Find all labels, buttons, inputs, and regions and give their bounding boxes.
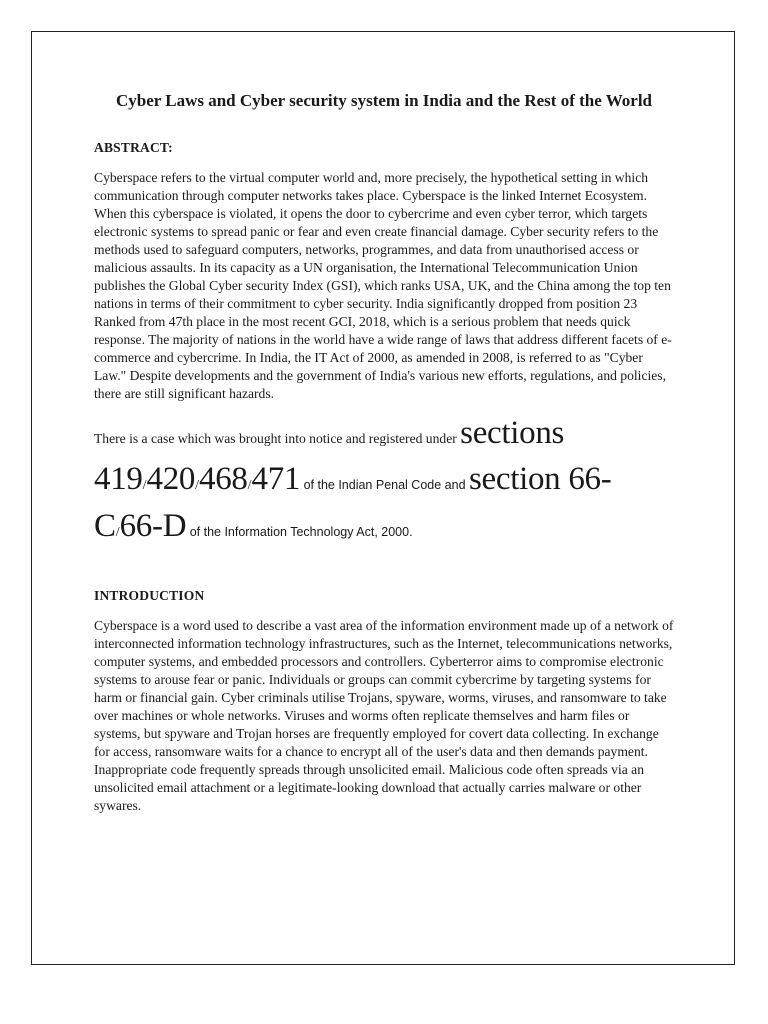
section-word: section 66- [469,461,612,497]
ipc-number-2: 420 [146,461,196,497]
ipc-suffix-text: of the Indian Penal Code and [300,478,469,492]
it-suffix-text: of the Information Technology Act, 2000. [186,525,413,539]
it-section-d: 66-D [119,508,187,544]
slash-2: / [195,478,199,493]
slash-3: / [247,478,252,493]
document-content [94,88,674,815]
introduction-heading: INTRODUCTION [94,588,205,603]
ipc-number-3: 468 [199,461,248,497]
case-note [94,413,669,553]
it-section-c: C [94,508,116,544]
abstract-heading: ABSTRACT: [94,140,173,155]
ipc-number-1: 419 [94,461,143,497]
slash-4: / [115,525,120,540]
sections-word: sections [460,415,565,451]
ipc-number-4: 471 [251,461,301,497]
case-intro-text: There is a case which was brought into notice and registered under [94,431,461,446]
document-title: Cyber Laws and Cyber security system in India and the Rest of the World [115,91,652,110]
introduction-paragraph: Cyberspace is a word used to describe a vast area of the information environment made up of a network of interconnected information technology infrastructures, such as the Internet, telecommunications networks, computer systems, and embedded processors and controllers. Cyberterror aims to compromise electronic systems to arouse fear or panic. Individuals or groups can commit cybercrime by targeting systems for harm or financial gain. Cyber criminals utilise Trojans, spyware, worms, viruses, and ransomware to take over machines or whole networks. Viruses and worms often replicate themselves and harm files or systems, but spyware and Trojan horses are frequently employed for covert data collecting. In exchange for access, ransomware waits for a chance to encrypt all of the user's data and then demands payment. Inappropriate code frequently spreads through unsolicited email. Malicious code often spreads via an unsolicited email attachment or a legitimate-looking download that actually carries malware or other sywares. [94,618,674,813]
abstract-paragraph: Cyberspace refers to the virtual computer world and, more precisely, the hypothetical setting in which communication through computer networks takes place. Cyberspace is the linked Internet Ecosystem. When this cyberspace is violated, it opens the door to cybercrime and even cyber terror, which targets electronic systems to spread panic or fear and even create financial damage. Cyber security refers to the methods used to safeguard computers, networks, programmes, and data from unauthorised access or malicious assaults. In its capacity as a UN organisation, the International Telecommunication Union publishes the Global Cyber security Index (GSI), which ranks USA, UK, and the China among the top ten nations in terms of their commitment to cyber security. India significantly dropped from position 23 Ranked from 47th place in the most recent GCI, 2018, which is a serious problem that needs quick response. The majority of nations in the world have a wide range of laws that address different facets of e-commerce and cybercrime. In India, the IT Act of 2000, as amended in 2008, is referred to as "Cyber Law." Despite developments and the government of India's various new efforts, regulations, and policies, there are still significant hazards. [94,170,672,401]
slash-1: / [142,478,147,493]
